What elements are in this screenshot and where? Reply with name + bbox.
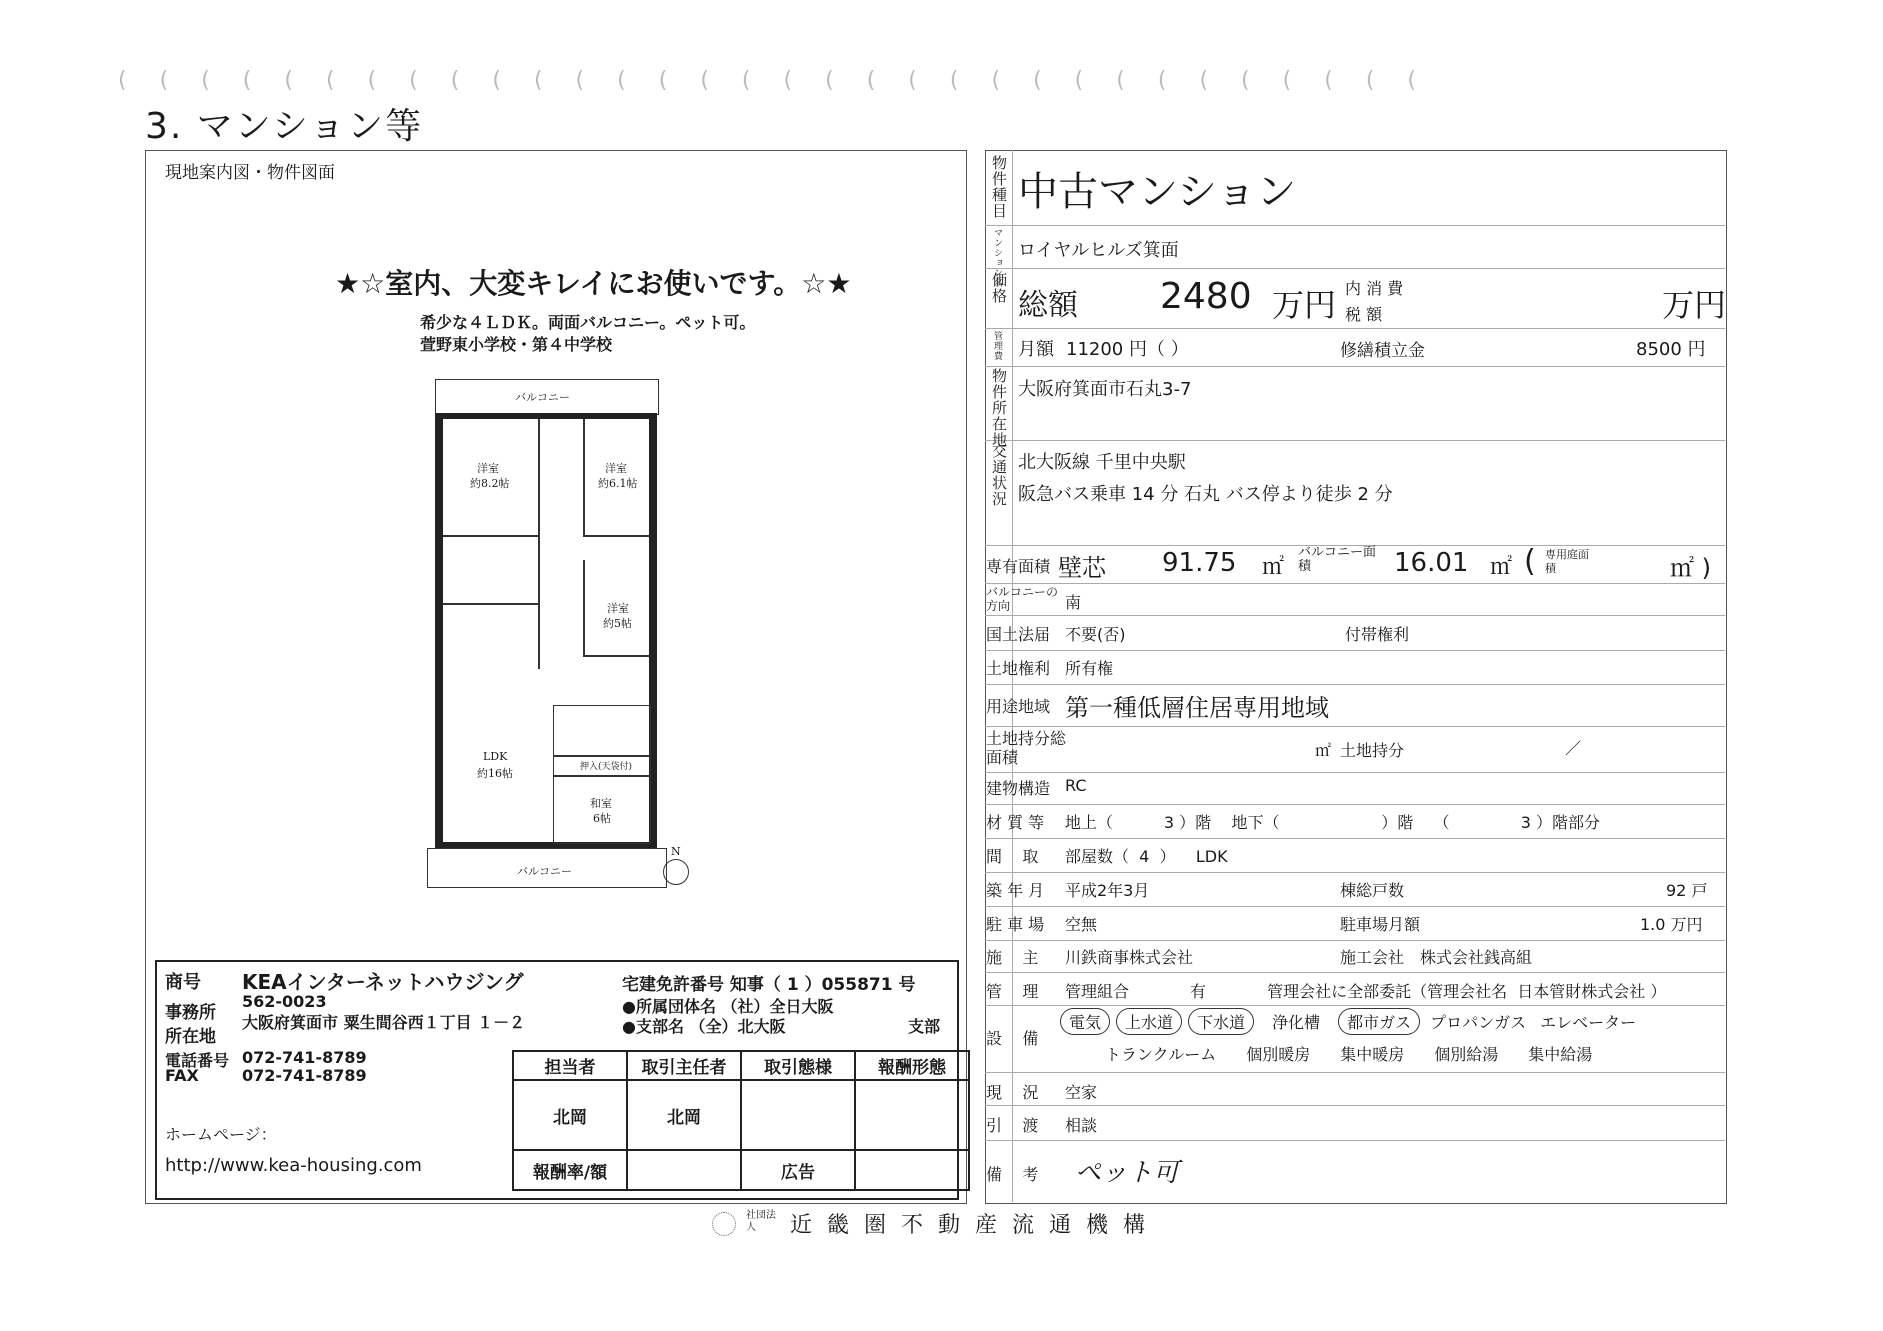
label-constructor: 施工会社 xyxy=(1340,948,1405,967)
label-land-share: 土地持分総面積 xyxy=(986,729,1067,767)
land-share-unit: ㎡ xyxy=(1315,741,1332,760)
deal-type xyxy=(741,1080,855,1150)
price-unit: 万円 xyxy=(1272,286,1337,324)
status: 空家 xyxy=(1065,1083,1098,1102)
label-direction: バルコニーの方向 xyxy=(986,585,1059,613)
area: 91.75 xyxy=(1162,548,1237,578)
room3-size: 約5帖 xyxy=(603,617,632,630)
kokudo: 不要(否) xyxy=(1065,625,1126,644)
label-land-right: 土地権利 xyxy=(986,659,1051,678)
label-material: 材 質 等 xyxy=(986,813,1045,832)
label-notes: 備 考 xyxy=(986,1165,1039,1184)
label-name: マンション名 xyxy=(992,228,1002,288)
facility-trunk-room: トランクルーム xyxy=(1105,1045,1217,1064)
label-location: 物件所在地 xyxy=(990,368,1008,448)
label-structure: 建物構造 xyxy=(986,779,1051,798)
facility-water: 上水道 xyxy=(1116,1008,1182,1035)
monthly-fee: 11200 円（ ） xyxy=(1066,339,1189,360)
ldk-size: 約16帖 xyxy=(477,767,513,780)
facility-electric: 電気 xyxy=(1060,1008,1110,1035)
structure: RC xyxy=(1065,776,1087,795)
fax: 072-741-8789 xyxy=(242,1066,367,1085)
label-parking: 駐 車 場 xyxy=(986,915,1045,934)
facility-central-heating: 集中暖房 xyxy=(1340,1045,1405,1064)
label-zoning: 用途地域 xyxy=(986,697,1051,716)
facility-elevator: エレベーター xyxy=(1540,1013,1637,1032)
facility-individual-heating: 個別暖房 xyxy=(1246,1045,1311,1064)
label-handover: 引 渡 xyxy=(986,1116,1039,1135)
map-caption: 現地案内図・物件図面 xyxy=(165,163,335,183)
north-label: N xyxy=(671,845,681,858)
label-fax: FAX xyxy=(165,1066,199,1085)
garden-open: ( xyxy=(1524,544,1536,579)
room2-size: 約6.1帖 xyxy=(598,477,638,490)
ad-value xyxy=(855,1150,969,1190)
label-access: 交通状況 xyxy=(990,443,1008,507)
fee-rate-label: 報酬率/額 xyxy=(513,1150,627,1190)
ldk-name: LDK xyxy=(483,750,508,763)
header-agent: 担当者 xyxy=(513,1051,627,1080)
association: ●所属団体名 （社）全日大阪 xyxy=(622,997,834,1016)
header-chief: 取引主任者 xyxy=(627,1051,741,1080)
ad-label: 広告 xyxy=(741,1150,855,1190)
org-logo-icon xyxy=(712,1212,736,1236)
room2-name: 洋室 xyxy=(605,462,627,475)
built-date: 平成2年3月 xyxy=(1065,881,1150,900)
label-mgmt2: 管 理 xyxy=(986,982,1039,1001)
label-price: 価格 xyxy=(990,272,1008,304)
facility-propane: プロパンガス xyxy=(1430,1013,1527,1032)
repair-label: 修繕積立金 xyxy=(1340,341,1425,361)
chief: 北岡 xyxy=(627,1080,741,1150)
branch: ●支部名 （全）北大阪 xyxy=(622,1017,786,1036)
balcony-unit: ㎡ xyxy=(1490,555,1513,580)
floor-plan xyxy=(435,375,695,905)
phone: 072-741-8789 xyxy=(242,1048,367,1067)
org-name: 近 畿 圏 不 動 産 流 通 機 構 xyxy=(790,1213,1149,1238)
zip: 562-0023 xyxy=(242,992,327,1011)
room1-name: 洋室 xyxy=(477,462,499,475)
land-right: 所有権 xyxy=(1065,659,1114,678)
facility-septic: 浄化槽 xyxy=(1272,1013,1321,1032)
access-2: 阪急バス乗車 14 分 石丸 バス停より徒歩 2 分 xyxy=(1018,484,1393,505)
subline-features: 希少な４ＬＤＫ。両面バルコニー。ペット可。 xyxy=(420,313,756,332)
label-phone: 電話番号 xyxy=(165,1051,230,1070)
branch-suffix: 支部 xyxy=(908,1017,941,1036)
label-area: 専有面積 xyxy=(986,557,1051,576)
facilities-row-1 xyxy=(1060,1008,1720,1035)
header-fee: 報酬形態 xyxy=(855,1051,969,1080)
header-deal: 取引態様 xyxy=(741,1051,855,1080)
label-facilities: 設 備 xyxy=(986,1029,1039,1048)
binder-holes: ( ( ( ( ( ( ( ( ( ( ( ( ( ( ( ( ( ( ( ( ( ( ( ( ( ( ( ( ( ( ( ( xyxy=(118,68,1416,93)
fee-rate-value xyxy=(627,1150,741,1190)
constructor: 株式会社銭高組 xyxy=(1420,948,1533,967)
direction: 南 xyxy=(1065,593,1082,612)
tax-label-1: 内 消 費 xyxy=(1345,279,1404,298)
total-units: 92 戸 xyxy=(1666,881,1708,900)
license-number: 宅建免許番号 知事（ 1 ）055871 号 xyxy=(622,975,916,995)
area-type: 壁芯 xyxy=(1058,554,1106,582)
layout: 部屋数（ 4 ） LDK xyxy=(1065,847,1228,866)
facility-sewer: 下水道 xyxy=(1188,1008,1254,1035)
tax-unit: 万円 xyxy=(1662,286,1727,324)
org-small-label: 社団法人 xyxy=(746,1210,776,1233)
facility-city-gas: 都市ガス xyxy=(1338,1008,1420,1035)
label-name: 商号 xyxy=(165,972,201,993)
oshiire-label: 押入(天袋付) xyxy=(580,762,633,772)
compass-icon xyxy=(663,859,689,885)
land-share-2: ／ xyxy=(1565,739,1582,758)
agent: 北岡 xyxy=(513,1080,627,1150)
subline-schools: 萱野東小学校・第４中学校 xyxy=(420,335,613,354)
company-name: KEAインターネットハウジング xyxy=(242,970,524,994)
balcony-top-label: バルコニー xyxy=(515,391,570,404)
headline: ★☆室内、大変キレイにお使いです。☆★ xyxy=(335,267,852,300)
parking: 空無 xyxy=(1065,915,1098,934)
label-layout: 間 取 xyxy=(986,847,1039,866)
label-kokudo: 国土法届 xyxy=(986,625,1051,644)
section-title: 3. マンション等 xyxy=(145,106,424,147)
label-land-share-2: 土地持分 xyxy=(1340,741,1405,760)
facilities-row-2 xyxy=(1105,1042,1705,1065)
zoning: 第一種低層住居専用地域 xyxy=(1065,694,1329,722)
total-label: 総額 xyxy=(1018,288,1078,323)
notes: ペット可 xyxy=(1075,1158,1180,1188)
property-type: 中古マンション xyxy=(1018,169,1297,215)
room1-size: 約8.2帖 xyxy=(470,477,510,490)
label-parking-fee: 駐車場月額 xyxy=(1340,915,1421,934)
floors: 地上（ 3 ）階 地下（ ）階 （ 3 ）階部分 xyxy=(1065,813,1601,832)
label-address: 所在地 xyxy=(165,1027,216,1047)
parking-fee: 1.0 万円 xyxy=(1640,915,1703,934)
monthly-label: 月額 xyxy=(1018,339,1054,360)
balcony-area: 16.01 xyxy=(1394,548,1469,578)
builder: 川鉄商事株式会社 xyxy=(1065,948,1194,967)
garden-unit: ㎡ ) xyxy=(1670,554,1711,582)
mgmt2: 管理組合 有 管理会社に全部委託（管理会社名 日本管財株式会社 ） xyxy=(1065,982,1667,1001)
label-mgmt: 管理費 xyxy=(992,331,1002,361)
location: 大阪府箕面市石丸3-7 xyxy=(1018,379,1192,400)
washitsu-size: 6帖 xyxy=(593,812,611,825)
label-type: 物件種目 xyxy=(990,155,1008,219)
washitsu-name: 和室 xyxy=(590,797,612,810)
area-unit: ㎡ xyxy=(1262,555,1285,580)
label-units: 棟総戸数 xyxy=(1340,881,1405,900)
label-built: 築 年 月 xyxy=(986,881,1045,900)
mansion-name: ロイヤルヒルズ箕面 xyxy=(1018,240,1179,261)
homepage-url[interactable]: http://www.kea-housing.com xyxy=(165,1155,422,1176)
price: 2480 xyxy=(1160,276,1252,317)
access-1: 北大阪線 千里中央駅 xyxy=(1018,452,1186,473)
balcony-label: バルコニー面積 xyxy=(1298,545,1377,574)
tax-label-2: 税 額 xyxy=(1345,305,1383,324)
label-futai: 付帯権利 xyxy=(1345,625,1410,644)
balcony-bottom-label: バルコニー xyxy=(517,865,572,878)
label-homepage: ホームページ： xyxy=(165,1125,277,1144)
staff-table xyxy=(512,1050,970,1191)
fee-type xyxy=(855,1080,969,1150)
room3-name: 洋室 xyxy=(607,602,629,615)
facility-individual-hotwater: 個別給湯 xyxy=(1434,1045,1499,1064)
label-office: 事務所 xyxy=(165,1003,216,1023)
address: 大阪府箕面市 粟生間谷西１丁目 １－２ xyxy=(242,1013,526,1032)
handover: 相談 xyxy=(1065,1116,1098,1135)
repair-fund: 8500 円 xyxy=(1636,339,1706,360)
facility-central-hotwater: 集中給湯 xyxy=(1528,1045,1593,1064)
garden-label: 専用庭面積 xyxy=(1545,548,1589,575)
label-builder: 施 主 xyxy=(986,948,1039,967)
label-status: 現 況 xyxy=(986,1083,1039,1102)
